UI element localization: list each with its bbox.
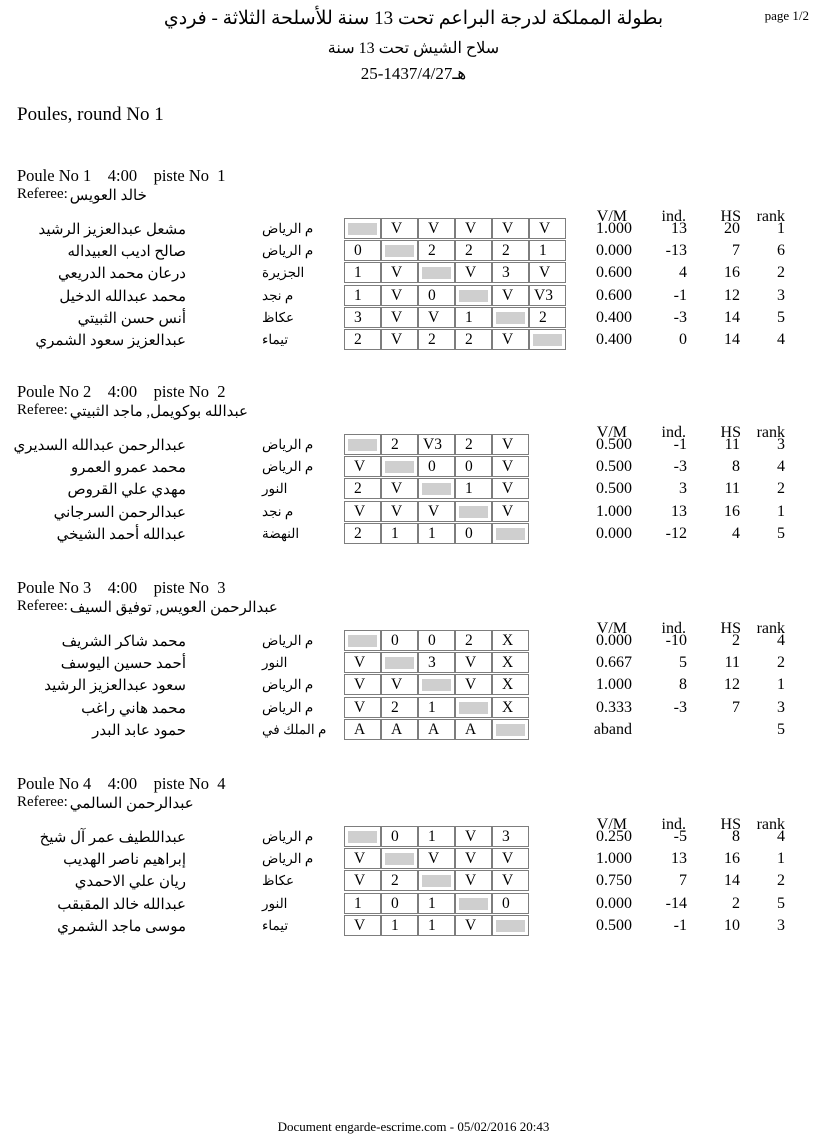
round-title: Poules, round No 1	[17, 104, 164, 125]
bout-result-cell: 0	[381, 826, 418, 847]
referee-line	[17, 794, 194, 813]
fencer-club: م الرياض	[262, 459, 314, 475]
bout-result-cell: V	[455, 848, 492, 869]
bout-result-cell: 1	[418, 697, 455, 718]
stat-vm: 1.000	[596, 676, 632, 694]
bout-result-cell: 1	[381, 523, 418, 544]
column-header-hs: HS	[720, 816, 741, 833]
bout-result-cell: V	[344, 456, 381, 477]
bout-result-cell: V	[492, 285, 529, 306]
stat-ind: 13	[671, 850, 687, 868]
bout-result-cell: 2	[344, 478, 381, 499]
stat-rank: 1	[777, 850, 785, 868]
column-header-hs: HS	[720, 620, 741, 637]
poule-1	[0, 166, 827, 356]
bout-result-cell: 0	[492, 893, 529, 914]
stat-hs: 8	[732, 828, 740, 845]
stat-hs: 14	[724, 331, 740, 348]
poule-title: Poule No 4 4:00 piste No 4	[17, 774, 226, 793]
stat-ind: 8	[679, 676, 687, 694]
diagonal-cell	[381, 848, 418, 869]
fencer-name: محمد عمرو العمرو	[70, 460, 186, 477]
bout-result-cell: 2	[455, 240, 492, 261]
bout-result-cell: 1	[418, 915, 455, 936]
fencer-club: م الرياض	[262, 851, 314, 867]
stat-ind: -1	[673, 916, 687, 934]
bout-result-cell: 0	[455, 456, 492, 477]
fencer-name: عبداللطيف عمر آل شيخ	[39, 830, 186, 846]
bout-result-cell: 0	[381, 893, 418, 914]
stat-ind: 5	[679, 654, 687, 672]
fencer-name: مهدي علي القروص	[67, 482, 186, 499]
stat-rank: 6	[777, 242, 785, 260]
stat-hs: 11	[724, 480, 740, 498]
bout-result-cell: 2	[455, 329, 492, 350]
bout-result-cell: 0	[418, 630, 455, 651]
fencer-club: م الرياض	[262, 221, 314, 236]
bout-result-cell: X	[492, 674, 529, 695]
bout-result-cell: 3	[418, 652, 455, 673]
stat-ind: -3	[673, 698, 687, 716]
fencer-name: عبدالله خالد المقبقب	[57, 896, 186, 913]
diagonal-cell	[455, 501, 492, 522]
fencer-club: م الرياض	[262, 243, 314, 259]
poule-3	[0, 578, 827, 768]
column-header-ind: ind.	[661, 816, 686, 833]
fencer-row	[0, 826, 827, 848]
stat-hs: 2	[732, 632, 740, 649]
stat-rank: 2	[777, 654, 785, 672]
diagonal-cell	[529, 329, 566, 350]
stat-rank: 1	[777, 502, 785, 520]
referee-name: عبدالله بوكويمل, ماجد الثبيتي	[69, 404, 249, 420]
diagonal-cell	[381, 456, 418, 477]
referee-label: Referee:	[17, 186, 68, 202]
fencer-row	[0, 523, 827, 545]
fencer-row	[0, 674, 827, 696]
bout-result-cell: V	[492, 218, 529, 239]
bout-result-cell: 2	[344, 523, 381, 544]
bout-result-cell: 2	[529, 307, 566, 328]
stat-vm: 0.000	[596, 632, 632, 649]
stat-vm: 1.000	[596, 850, 632, 868]
poule-2	[0, 382, 827, 572]
stat-rank: 4	[777, 331, 785, 348]
diagonal-cell	[455, 893, 492, 914]
stat-hs: 7	[732, 242, 740, 260]
fencer-row	[0, 501, 827, 523]
bout-result-cell: X	[492, 630, 529, 651]
stat-hs: 10	[724, 916, 740, 934]
stat-vm: 0.500	[596, 436, 632, 453]
fencer-row	[0, 719, 827, 741]
bout-result-cell: 2	[344, 329, 381, 350]
stat-rank: 5	[777, 894, 785, 912]
fencer-row	[0, 456, 827, 478]
stat-ind: -12	[665, 524, 687, 542]
bout-result-cell: 3	[344, 307, 381, 328]
bout-result-cell: 2	[418, 329, 455, 350]
stat-vm: 0.600	[596, 286, 632, 304]
stat-vm: aband	[593, 720, 632, 738]
fencer-name: عبدالعزيز سعود الشمري	[35, 333, 186, 349]
stat-ind: 7	[679, 872, 687, 890]
bout-result-cell: V	[455, 652, 492, 673]
column-header-hs: HS	[720, 424, 741, 441]
fencer-name: درعان محمد الدريعي	[58, 266, 186, 283]
stat-vm: 0.400	[596, 308, 632, 326]
column-header-vm: V/M	[596, 424, 627, 441]
fencer-name: عبدالله أحمد الشيخي	[56, 526, 186, 543]
fencer-row	[0, 329, 827, 351]
page-number: page 1/2	[764, 8, 809, 23]
fencer-name: إبراهيم ناصر الهديب	[63, 852, 186, 869]
bout-result-cell: V	[418, 307, 455, 328]
fencer-name: حمود عابد البدر	[92, 722, 186, 739]
stat-rank: 3	[777, 436, 785, 453]
stat-vm: 0.750	[596, 872, 632, 890]
bout-result-cell: 1	[529, 240, 566, 261]
competition-subtitle: سلاح الشيش تحت 13 سنة	[327, 40, 500, 57]
bout-result-cell: A	[344, 719, 381, 740]
stat-hs: 16	[724, 502, 740, 520]
bout-result-cell: A	[455, 719, 492, 740]
fencer-name: موسى ماجد الشمري	[57, 918, 186, 935]
bout-result-cell: V	[455, 915, 492, 936]
stat-rank: 2	[777, 480, 785, 498]
fencer-name: عبدالرحمن عبدالله السديري	[13, 438, 186, 454]
bout-result-cell: 0	[418, 285, 455, 306]
stat-ind: 4	[679, 264, 687, 282]
fencer-row	[0, 218, 827, 240]
referee-label: Referee:	[17, 598, 68, 614]
fencer-row	[0, 893, 827, 915]
stat-vm: 1.000	[596, 502, 632, 520]
bout-result-cell: V	[455, 826, 492, 847]
bout-result-cell: 2	[492, 240, 529, 261]
diagonal-cell	[344, 826, 381, 847]
bout-result-cell: V3	[418, 434, 455, 455]
fencer-row	[0, 478, 827, 500]
fencer-row	[0, 307, 827, 329]
stat-rank: 1	[777, 220, 785, 237]
bout-result-cell: V	[344, 870, 381, 891]
diagonal-cell	[455, 285, 492, 306]
bout-result-cell: V	[418, 218, 455, 239]
referee-name: عبدالرحمن العويس, توفيق السيف	[69, 600, 278, 616]
bout-result-cell: V	[492, 456, 529, 477]
diagonal-cell	[492, 307, 529, 328]
bout-result-cell: V	[492, 478, 529, 499]
diagonal-cell	[381, 240, 418, 261]
bout-result-cell: V	[455, 262, 492, 283]
stat-ind: 3	[679, 480, 687, 498]
bout-result-cell: 1	[344, 262, 381, 283]
bout-result-cell: 2	[381, 434, 418, 455]
fencer-club: عكاظ	[262, 873, 295, 889]
bout-result-cell: V	[344, 674, 381, 695]
column-header-rank: rank	[756, 816, 785, 833]
bout-result-cell: 0	[381, 630, 418, 651]
diagonal-cell	[492, 915, 529, 936]
stat-rank: 1	[777, 676, 785, 694]
stat-hs: 12	[724, 286, 740, 304]
bout-result-cell: A	[418, 719, 455, 740]
fencer-name: عبدالرحمن السرجاني	[53, 504, 186, 521]
stat-rank: 3	[777, 698, 785, 716]
stat-ind: 13	[671, 220, 687, 237]
referee-line	[17, 598, 278, 617]
fencer-row	[0, 630, 827, 652]
stat-hs: 2	[732, 894, 740, 912]
bout-result-cell: V	[344, 501, 381, 522]
stat-rank: 5	[777, 524, 785, 542]
fencer-club: النور	[262, 481, 288, 497]
fencer-name: سعود عبدالعزيز الرشيد	[44, 678, 186, 695]
stat-rank: 2	[777, 264, 785, 282]
bout-result-cell: 2	[381, 870, 418, 891]
poule-title: Poule No 1 4:00 piste No 1	[17, 166, 226, 185]
column-header-rank: rank	[756, 620, 785, 637]
fencer-name: محمد شاكر الشريف	[61, 634, 186, 650]
fencer-name: ريان علي الاحمدي	[74, 874, 186, 891]
bout-result-cell: V	[492, 434, 529, 455]
stat-rank: 2	[777, 872, 785, 890]
bout-result-cell: V	[492, 329, 529, 350]
column-header-hs: HS	[720, 208, 741, 225]
diagonal-cell	[492, 523, 529, 544]
fencer-row	[0, 870, 827, 892]
stat-rank: 5	[777, 308, 785, 326]
bout-result-cell: V	[381, 285, 418, 306]
fencer-club: م نجد	[262, 287, 294, 303]
stat-vm: 0.000	[596, 524, 632, 542]
bout-result-cell: V	[455, 870, 492, 891]
stat-ind: -3	[673, 458, 687, 476]
diagonal-cell	[492, 719, 529, 740]
stat-ind: -5	[673, 828, 687, 845]
bout-result-cell: V	[344, 697, 381, 718]
bout-result-cell: V	[529, 262, 566, 283]
bout-result-cell: X	[492, 652, 529, 673]
stat-hs: 11	[724, 654, 740, 672]
fencer-name: أحمد حسين اليوسف	[60, 656, 186, 673]
stat-rank: 3	[777, 916, 785, 934]
bout-result-cell: 0	[344, 240, 381, 261]
stat-ind: 0	[679, 331, 687, 348]
referee-line	[17, 186, 147, 205]
stat-rank: 5	[777, 720, 785, 738]
fencer-row	[0, 240, 827, 262]
bout-result-cell: 1	[418, 826, 455, 847]
referee-line	[17, 402, 248, 421]
bout-result-cell: V	[381, 218, 418, 239]
bout-result-cell: V	[418, 848, 455, 869]
bout-result-cell: 1	[455, 307, 492, 328]
bout-result-cell: V	[381, 262, 418, 283]
poule-title: Poule No 3 4:00 piste No 3	[17, 578, 226, 597]
stat-hs: 16	[724, 850, 740, 868]
stat-ind: -14	[665, 894, 687, 912]
stat-hs: 16	[724, 264, 740, 282]
bout-result-cell: V	[492, 501, 529, 522]
stat-ind: -13	[665, 242, 687, 260]
bout-result-cell: 1	[418, 523, 455, 544]
referee-name: عبدالرحمن السالمي	[69, 796, 194, 812]
bout-result-cell: 2	[455, 630, 492, 651]
bout-result-cell: X	[492, 697, 529, 718]
fencer-club: عكاظ	[262, 309, 295, 325]
bout-result-cell: 1	[455, 478, 492, 499]
poule-4	[0, 774, 827, 964]
stat-hs: 4	[732, 524, 740, 542]
stat-vm: 0.500	[596, 480, 632, 498]
bout-result-cell: V	[344, 848, 381, 869]
stat-vm: 0.500	[596, 458, 632, 476]
column-header-ind: ind.	[661, 208, 686, 225]
bout-result-cell: A	[381, 719, 418, 740]
fencer-club: م الرياض	[262, 829, 314, 844]
column-header-rank: rank	[756, 424, 785, 441]
fencer-club: م نجد	[262, 503, 294, 519]
bout-result-cell: V	[344, 915, 381, 936]
fencer-row	[0, 285, 827, 307]
bout-result-cell: V	[381, 329, 418, 350]
referee-name: خالد العويس	[69, 188, 147, 204]
bout-result-cell: V	[344, 652, 381, 673]
stat-vm: 0.250	[596, 828, 632, 845]
fencer-club: م الرياض	[262, 699, 314, 715]
bout-result-cell: 0	[455, 523, 492, 544]
fencer-row	[0, 262, 827, 284]
referee-label: Referee:	[17, 402, 68, 418]
bout-result-cell: V	[455, 218, 492, 239]
fencer-club: م الملك في	[262, 721, 327, 737]
fencer-name: محمد هاني راغب	[81, 700, 186, 717]
competition-date: 25-1437/4/27هـ	[360, 64, 467, 83]
bout-result-cell: 3	[492, 262, 529, 283]
column-header-ind: ind.	[661, 620, 686, 637]
bout-result-cell: 1	[344, 893, 381, 914]
stat-ind: -10	[665, 632, 687, 649]
bout-result-cell: V	[492, 848, 529, 869]
competition-title: بطولة المملكة لدرجة البراعم تحت 13 سنة للأسلحة الثلاثة - فردي	[163, 8, 664, 29]
bout-result-cell: 2	[455, 434, 492, 455]
stat-hs: 7	[732, 698, 740, 716]
diagonal-cell	[344, 218, 381, 239]
stat-vm: 1.000	[596, 220, 632, 237]
stat-vm: 0.600	[596, 264, 632, 282]
bout-result-cell: V	[381, 501, 418, 522]
diagonal-cell	[418, 674, 455, 695]
diagonal-cell	[418, 478, 455, 499]
footer: Document engarde-escrime.com - 05/02/2016 20:43	[277, 1119, 550, 1134]
bout-result-cell: V	[418, 501, 455, 522]
bout-result-cell: V	[381, 674, 418, 695]
column-header-vm: V/M	[596, 620, 627, 637]
stat-hs: 12	[724, 676, 740, 694]
fencer-name: مشعل عبدالعزيز الرشيد	[38, 222, 186, 238]
bout-result-cell: 2	[381, 697, 418, 718]
bout-result-cell: V	[381, 478, 418, 499]
column-header-vm: V/M	[596, 816, 627, 833]
diagonal-cell	[455, 697, 492, 718]
fencer-name: محمد عبدالله الدخيل	[59, 288, 186, 305]
stat-rank: 4	[777, 458, 785, 476]
fencer-row	[0, 697, 827, 719]
stat-ind: -1	[673, 286, 687, 304]
stat-vm: 0.000	[596, 894, 632, 912]
fencer-row	[0, 915, 827, 937]
stat-vm: 0.400	[596, 331, 632, 348]
fencer-club: م الرياض	[262, 437, 314, 452]
fencer-club: تيماء	[262, 332, 289, 347]
stat-rank: 4	[777, 828, 785, 845]
stat-ind: -3	[673, 308, 687, 326]
fencer-row	[0, 848, 827, 870]
fencer-club: تيماء	[262, 917, 289, 933]
stat-rank: 3	[777, 286, 785, 304]
stat-ind: -1	[673, 436, 687, 453]
diagonal-cell	[418, 870, 455, 891]
fencer-row	[0, 652, 827, 674]
fencer-club: النهضة	[262, 525, 300, 541]
bout-result-cell: V	[492, 870, 529, 891]
stat-hs: 20	[724, 220, 740, 237]
fencer-club: النور	[262, 895, 288, 911]
stat-rank: 4	[777, 632, 785, 649]
diagonal-cell	[344, 630, 381, 651]
bout-result-cell: 3	[492, 826, 529, 847]
diagonal-cell	[381, 652, 418, 673]
fencer-club: النور	[262, 655, 288, 671]
stat-hs: 14	[724, 872, 740, 890]
bout-result-cell: V	[381, 307, 418, 328]
diagonal-cell	[418, 262, 455, 283]
stat-vm: 0.500	[596, 916, 632, 934]
bout-result-cell: V3	[529, 285, 566, 306]
stat-hs: 14	[724, 308, 740, 326]
stat-hs: 8	[732, 458, 740, 476]
column-header-ind: ind.	[661, 424, 686, 441]
stat-vm: 0.000	[596, 242, 632, 260]
bout-result-cell: V	[455, 674, 492, 695]
column-header-vm: V/M	[596, 208, 627, 225]
stat-hs: 11	[724, 436, 740, 453]
fencer-club: الجزيرة	[262, 265, 305, 281]
bout-result-cell: 1	[418, 893, 455, 914]
column-header-rank: rank	[756, 208, 785, 225]
diagonal-cell	[344, 434, 381, 455]
fencer-name: أنس حسن الثبيتي	[77, 310, 186, 327]
fencer-club: م الرياض	[262, 677, 314, 693]
fencer-club: م الرياض	[262, 633, 314, 648]
bout-result-cell: 1	[344, 285, 381, 306]
bout-result-cell: V	[529, 218, 566, 239]
bout-result-cell: 0	[418, 456, 455, 477]
stat-ind: 13	[671, 502, 687, 520]
fencer-row	[0, 434, 827, 456]
fencer-name: صالح اديب العبيداله	[67, 244, 186, 261]
poule-title: Poule No 2 4:00 piste No 2	[17, 382, 226, 401]
referee-label: Referee:	[17, 794, 68, 810]
stat-vm: 0.333	[596, 698, 632, 716]
stat-vm: 0.667	[596, 654, 632, 672]
bout-result-cell: 2	[418, 240, 455, 261]
bout-result-cell: 1	[381, 915, 418, 936]
